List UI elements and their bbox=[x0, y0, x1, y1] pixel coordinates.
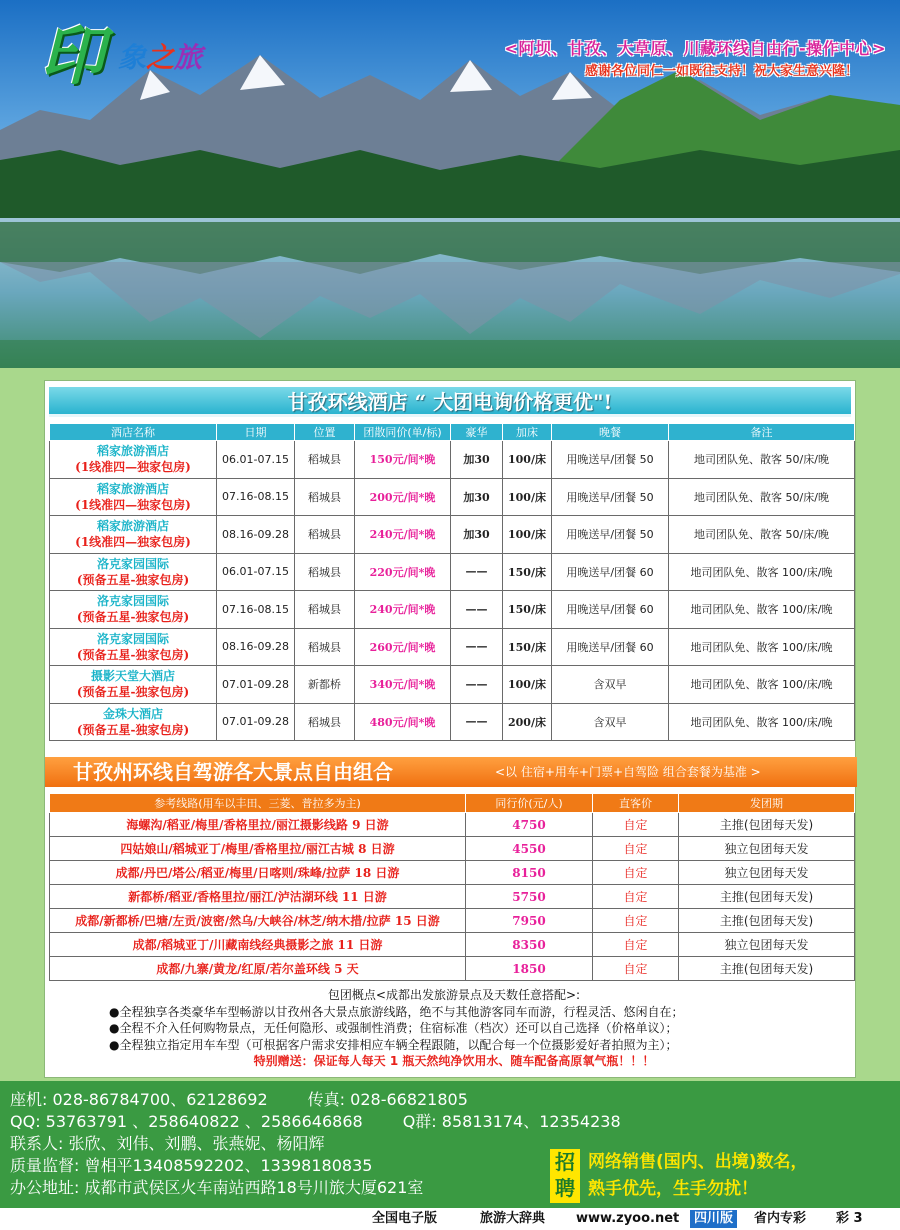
contact-footer bbox=[0, 1081, 900, 1208]
header-title: <阿坝、甘孜、大草原、川藏环线自由行-操作中心> bbox=[504, 39, 886, 58]
location-cell: 新都桥 bbox=[295, 666, 355, 704]
column-header: 团散同价(单/标) bbox=[355, 424, 451, 441]
logo-char: 象 bbox=[118, 41, 147, 74]
luxury-cell: —— bbox=[451, 591, 503, 629]
note-cell: 地司团队免、散客 50/床/晚 bbox=[669, 516, 855, 554]
hotel-name: 稻家旅游酒店 bbox=[96, 481, 169, 496]
table-row bbox=[50, 628, 855, 666]
column-header: 参考线路(用车以丰田、三菱、普拉多为主) bbox=[50, 794, 466, 813]
direct-price-cell: 自定 bbox=[593, 885, 679, 909]
hotel-cell bbox=[50, 516, 217, 554]
direct-price-cell: 自定 bbox=[593, 861, 679, 885]
note-cell: 地司团队免、散客 50/床/晚 bbox=[669, 441, 855, 479]
content-panel bbox=[44, 380, 856, 1078]
note-cell: 地司团队免、散客 50/床/晚 bbox=[669, 478, 855, 516]
route-cell: 四姑娘山/稻城亚丁/梅里/香格里拉/丽江古城 8 日游 bbox=[50, 837, 466, 861]
content-area bbox=[0, 368, 900, 1081]
hotel-cell bbox=[50, 666, 217, 704]
extra-bed-cell: 100/床 bbox=[503, 516, 552, 554]
price-cell: 220元/间*晚 bbox=[355, 553, 451, 591]
departure-cell: 独立包团每天发 bbox=[679, 933, 855, 957]
qq-text: QQ: 53763791 、258640822 、2586646868 bbox=[10, 1112, 363, 1131]
notes-line: ●全程独立指定用车车型（可根据客户需求安排相应车辆全程跟随，以配合每一个位摄影爱好者拍照为主）； bbox=[109, 1037, 678, 1052]
hotel-cell bbox=[50, 441, 217, 479]
group-price-cell: 5750 bbox=[466, 885, 593, 909]
group-price-cell: 8150 bbox=[466, 861, 593, 885]
note-cell: 地司团队免、散客 100/床/晚 bbox=[669, 591, 855, 629]
contact-line-phone bbox=[10, 1090, 468, 1110]
logo-main-char: 印 bbox=[40, 19, 104, 94]
notes-title: 包团概点<成都出发旅游景点及天数任意搭配>: bbox=[327, 988, 581, 1002]
column-header: 位置 bbox=[295, 424, 355, 441]
hotel-cell bbox=[50, 703, 217, 741]
logo-char: 之 bbox=[146, 41, 175, 74]
date-cell: 08.16-09.28 bbox=[217, 516, 295, 554]
location-cell: 稻城县 bbox=[295, 441, 355, 479]
location-cell: 稻城县 bbox=[295, 516, 355, 554]
phone-text: 座机: 028-86784700、62128692 bbox=[10, 1090, 268, 1109]
date-cell: 06.01-07.15 bbox=[217, 441, 295, 479]
hotel-desc: (1线准四—独家包房) bbox=[75, 535, 191, 550]
meal-cell: 用晚送早/团餐 50 bbox=[552, 478, 669, 516]
column-header: 豪华 bbox=[451, 424, 503, 441]
routes-header-row bbox=[50, 794, 855, 813]
hotel-desc: (1线准四—独家包房) bbox=[75, 497, 191, 512]
routes-section-note: <以 住宿+用车+门票+自驾险 组合套餐为基准 > bbox=[495, 765, 761, 779]
contacts-text: 联系人: 张欣、刘伟、刘鹏、张燕妮、杨阳辉 bbox=[10, 1134, 325, 1153]
hotel-name: 洛克家园国际 bbox=[96, 631, 169, 646]
extra-bed-cell: 150/床 bbox=[503, 591, 552, 629]
meal-cell: 含双早 bbox=[552, 666, 669, 704]
hotel-name: 洛克家园国际 bbox=[96, 594, 169, 609]
luxury-cell: 加30 bbox=[451, 478, 503, 516]
extra-bed-cell: 150/床 bbox=[503, 553, 552, 591]
address-text: 办公地址: 成都市武侯区火车南站西路18号川旅大厦621室 bbox=[10, 1178, 424, 1197]
route-cell: 成都/稻城亚丁/川藏南线经典摄影之旅 11 日游 bbox=[50, 933, 466, 957]
column-header: 备注 bbox=[669, 424, 855, 441]
column-header: 酒店名称 bbox=[50, 424, 217, 441]
price-cell: 240元/间*晚 bbox=[355, 516, 451, 554]
table-row bbox=[50, 837, 855, 861]
date-cell: 07.16-08.15 bbox=[217, 478, 295, 516]
direct-price-cell: 自定 bbox=[593, 909, 679, 933]
group-price-cell: 8350 bbox=[466, 933, 593, 957]
price-cell: 340元/间*晚 bbox=[355, 666, 451, 704]
table-row bbox=[50, 909, 855, 933]
hotel-cell bbox=[50, 553, 217, 591]
table-row bbox=[50, 441, 855, 479]
note-cell: 地司团队免、散客 100/床/晚 bbox=[669, 666, 855, 704]
extra-bed-cell: 200/床 bbox=[503, 703, 552, 741]
column-header: 加床 bbox=[503, 424, 552, 441]
hotels-header-row bbox=[50, 424, 855, 441]
meal-cell: 用晚送早/团餐 50 bbox=[552, 516, 669, 554]
hotel-desc: (预备五星-独家包房) bbox=[76, 685, 190, 700]
notes-line: ●全程不介入任何购物景点，无任何隐形、或强制性消费；住宿标准（档次）还可以自己选择（价格单议）； bbox=[109, 1021, 678, 1035]
hero-banner bbox=[0, 0, 900, 368]
price-cell: 150元/间*晚 bbox=[355, 441, 451, 479]
route-cell: 成都/新都桥/巴塘/左贡/波密/然乌/大峡谷/林芝/纳木措/拉萨 15 日游 bbox=[50, 909, 466, 933]
group-price-cell: 1850 bbox=[466, 957, 593, 981]
direct-price-cell: 自定 bbox=[593, 837, 679, 861]
bottom-bar bbox=[0, 1208, 900, 1230]
meal-cell: 用晚送早/团餐 50 bbox=[552, 441, 669, 479]
logo-char: 旅 bbox=[174, 41, 203, 74]
table-row bbox=[50, 703, 855, 741]
package-notes bbox=[59, 987, 849, 1070]
special-gift: 特别赠送：保证每人每天 1 瓶天然纯净饮用水、随车配备高原氧气瓶！！！ bbox=[253, 1054, 655, 1068]
notes-line: ●全程独享各类豪华车型畅游以甘孜州各大景点旅游线路，绝不与其他游客同车而游，行程灵活、悠闲自在； bbox=[109, 1004, 684, 1019]
departure-cell: 独立包团每天发 bbox=[679, 861, 855, 885]
table-row bbox=[50, 957, 855, 981]
extra-bed-cell: 100/床 bbox=[503, 441, 552, 479]
price-cell: 200元/间*晚 bbox=[355, 478, 451, 516]
edition-label: 全国电子版 bbox=[372, 1211, 438, 1226]
extra-bed-cell: 150/床 bbox=[503, 628, 552, 666]
contact-line-qq bbox=[10, 1112, 621, 1132]
table-row bbox=[50, 813, 855, 837]
location-cell: 稻城县 bbox=[295, 478, 355, 516]
table-row bbox=[50, 885, 855, 909]
departure-cell: 独立包团每天发 bbox=[679, 837, 855, 861]
hotel-name: 金珠大酒店 bbox=[102, 706, 163, 721]
route-cell: 新都桥/稻亚/香格里拉/丽江/泸沽湖环线 11 日游 bbox=[50, 885, 466, 909]
column-header: 同行价(元/人) bbox=[466, 794, 593, 813]
direct-price-cell: 自定 bbox=[593, 957, 679, 981]
column-header: 发团期 bbox=[679, 794, 855, 813]
qq-group-text: Q群: 85813174、12354238 bbox=[402, 1112, 621, 1131]
column-header: 日期 bbox=[217, 424, 295, 441]
supervisor-text: 质量监督: 曾相平13408592202、13398180835 bbox=[10, 1156, 373, 1175]
recruit-line: 网络销售(国内、出境)数名， bbox=[588, 1152, 808, 1172]
header-subtitle: 感谢各位同仁一如既往支持！祝大家生意兴隆！ bbox=[584, 64, 858, 79]
date-cell: 07.01-09.28 bbox=[217, 666, 295, 704]
table-row bbox=[50, 516, 855, 554]
hotel-desc: (预备五星-独家包房) bbox=[76, 647, 190, 662]
departure-cell: 主推(包团每天发) bbox=[679, 813, 855, 837]
routes-section-header bbox=[45, 757, 857, 787]
page-label: 彩 3 bbox=[836, 1211, 863, 1226]
departure-cell: 主推(包团每天发) bbox=[679, 957, 855, 981]
note-cell: 地司团队免、散客 100/床/晚 bbox=[669, 553, 855, 591]
hotel-name: 稻家旅游酒店 bbox=[96, 444, 169, 459]
meal-cell: 含双早 bbox=[552, 703, 669, 741]
meal-cell: 用晚送早/团餐 60 bbox=[552, 591, 669, 629]
routes-table bbox=[49, 793, 855, 981]
book-label: 旅游大辞典 bbox=[480, 1211, 546, 1226]
hotels-section-title: 甘孜环线酒店 “ 大团电询价格更优"! bbox=[49, 387, 851, 417]
table-row bbox=[50, 478, 855, 516]
table-row bbox=[50, 861, 855, 885]
hotel-name: 洛克家园国际 bbox=[96, 556, 169, 571]
price-cell: 260元/间*晚 bbox=[355, 628, 451, 666]
brand-logo bbox=[40, 19, 220, 102]
note-cell: 地司团队免、散客 100/床/晚 bbox=[669, 703, 855, 741]
hotel-name: 稻家旅游酒店 bbox=[96, 519, 169, 534]
luxury-cell: —— bbox=[451, 703, 503, 741]
direct-price-cell: 自定 bbox=[593, 813, 679, 837]
logo-sub-text bbox=[118, 42, 202, 74]
recruit-badge-char: 聘 bbox=[555, 1176, 575, 1200]
meal-cell: 用晚送早/团餐 60 bbox=[552, 628, 669, 666]
hotels-table bbox=[49, 423, 855, 741]
route-cell: 成都/丹巴/塔公/稻亚/梅里/日喀则/珠峰/拉萨 18 日游 bbox=[50, 861, 466, 885]
extra-bed-cell: 100/床 bbox=[503, 478, 552, 516]
table-row bbox=[50, 553, 855, 591]
note-cell: 地司团队免、散客 100/床/晚 bbox=[669, 628, 855, 666]
recruit-line: 熟手优先，生手勿扰！ bbox=[588, 1179, 758, 1199]
group-price-cell: 7950 bbox=[466, 909, 593, 933]
departure-cell: 主推(包团每天发) bbox=[679, 909, 855, 933]
location-cell: 稻城县 bbox=[295, 628, 355, 666]
section-label: 省内专彩 bbox=[754, 1211, 807, 1226]
luxury-cell: 加30 bbox=[451, 441, 503, 479]
route-cell: 海螺沟/稻亚/梅里/香格里拉/丽江摄影线路 9 日游 bbox=[50, 813, 466, 837]
luxury-cell: —— bbox=[451, 666, 503, 704]
recruit-badge bbox=[550, 1149, 580, 1203]
routes-section-title: 甘孜州环线自驾游各大景点自由组合 bbox=[73, 760, 393, 784]
column-header: 直客价 bbox=[593, 794, 679, 813]
hotel-desc: (预备五星-独家包房) bbox=[76, 610, 190, 625]
meal-cell: 用晚送早/团餐 60 bbox=[552, 553, 669, 591]
date-cell: 06.01-07.15 bbox=[217, 553, 295, 591]
region-tag: 四川版 bbox=[690, 1210, 737, 1228]
site-url[interactable]: www.zyoo.net bbox=[576, 1211, 680, 1226]
hotel-name: 摄影天堂大酒店 bbox=[90, 669, 175, 684]
location-cell: 稻城县 bbox=[295, 703, 355, 741]
luxury-cell: 加30 bbox=[451, 516, 503, 554]
hotel-desc: (预备五星-独家包房) bbox=[76, 572, 190, 587]
column-header: 晚餐 bbox=[552, 424, 669, 441]
direct-price-cell: 自定 bbox=[593, 933, 679, 957]
hotel-cell bbox=[50, 628, 217, 666]
hotel-desc: (预备五星-独家包房) bbox=[76, 722, 190, 737]
luxury-cell: —— bbox=[451, 553, 503, 591]
location-cell: 稻城县 bbox=[295, 591, 355, 629]
fax-text: 传真: 028-66821805 bbox=[307, 1090, 468, 1109]
date-cell: 07.16-08.15 bbox=[217, 591, 295, 629]
price-cell: 480元/间*晚 bbox=[355, 703, 451, 741]
table-row bbox=[50, 591, 855, 629]
price-cell: 240元/间*晚 bbox=[355, 591, 451, 629]
hotel-cell bbox=[50, 478, 217, 516]
date-cell: 08.16-09.28 bbox=[217, 628, 295, 666]
route-cell: 成都/九寨/黄龙/红原/若尔盖环线 5 天 bbox=[50, 957, 466, 981]
group-price-cell: 4750 bbox=[466, 813, 593, 837]
extra-bed-cell: 100/床 bbox=[503, 666, 552, 704]
recruit-badge-char: 招 bbox=[555, 1150, 575, 1174]
group-price-cell: 4550 bbox=[466, 837, 593, 861]
departure-cell: 主推(包团每天发) bbox=[679, 885, 855, 909]
luxury-cell: —— bbox=[451, 628, 503, 666]
hotel-cell bbox=[50, 591, 217, 629]
hotel-desc: (1线准四—独家包房) bbox=[75, 460, 191, 475]
table-row bbox=[50, 933, 855, 957]
location-cell: 稻城县 bbox=[295, 553, 355, 591]
table-row bbox=[50, 666, 855, 704]
date-cell: 07.01-09.28 bbox=[217, 703, 295, 741]
